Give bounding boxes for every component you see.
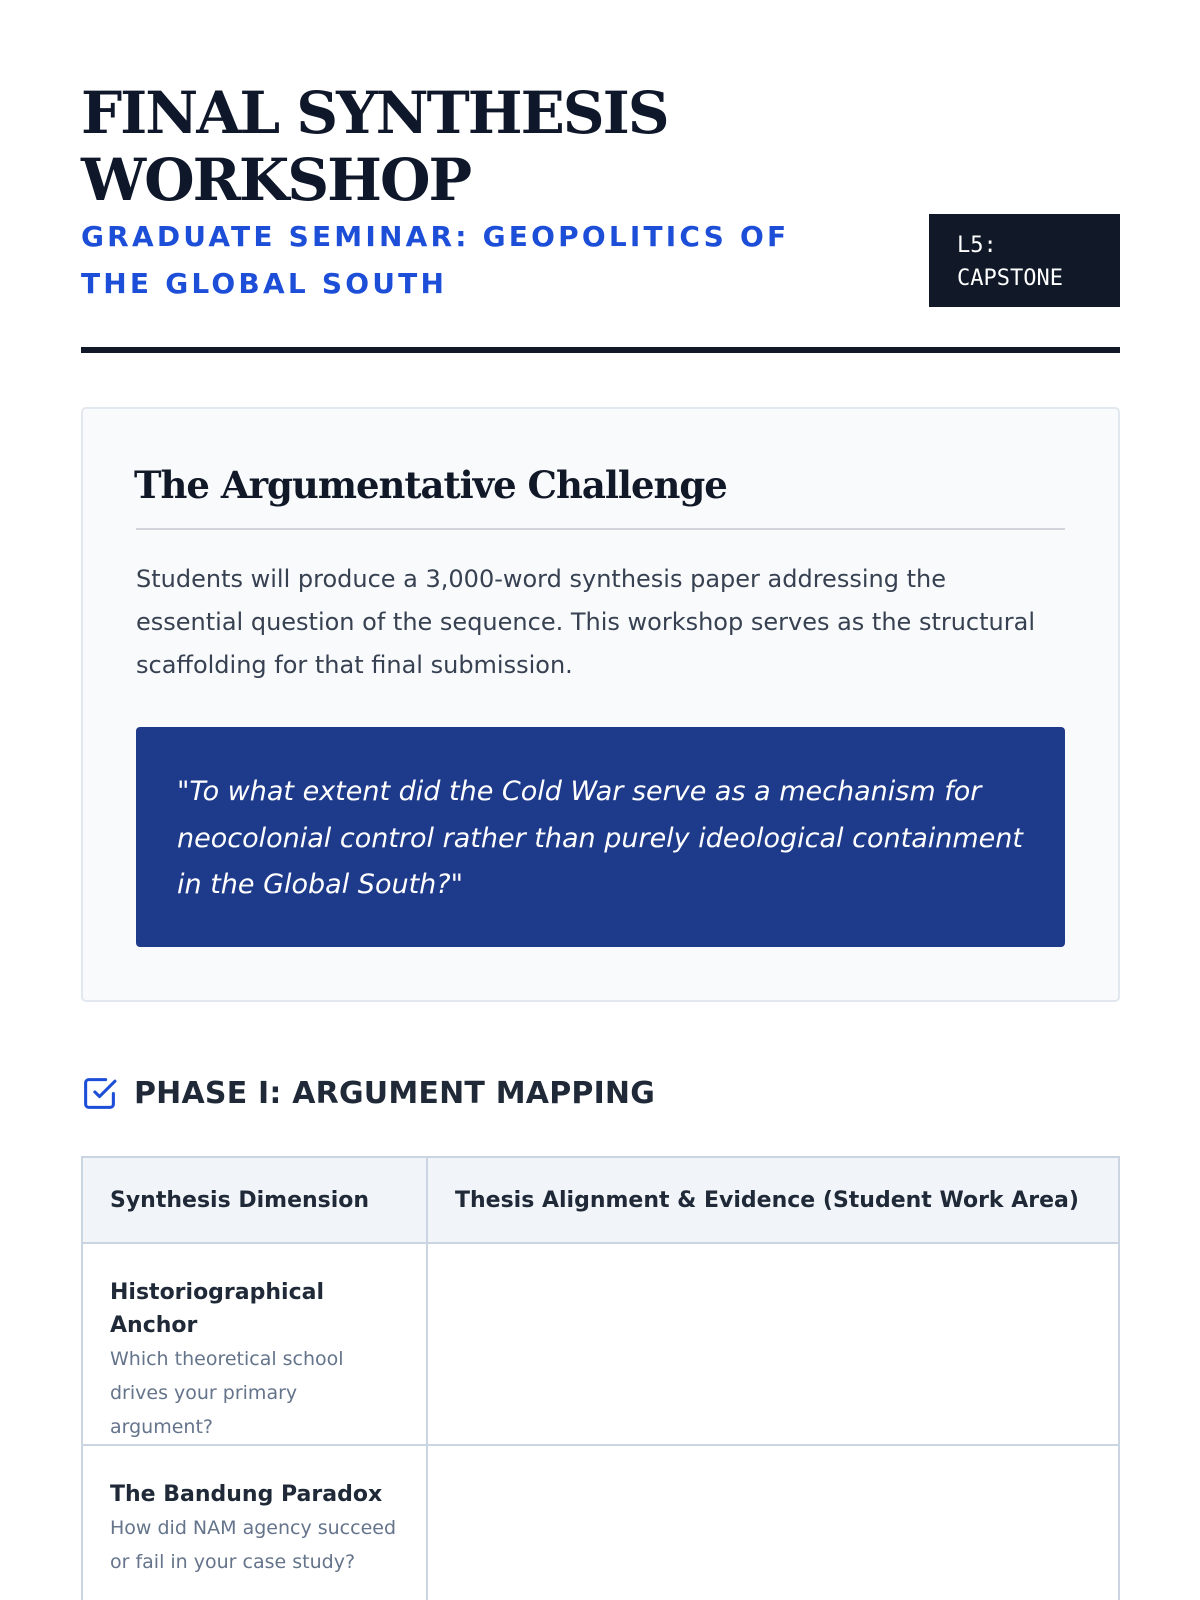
header-divider: [81, 347, 1120, 353]
column-header-dimension: Synthesis Dimension: [82, 1157, 427, 1243]
page-title: FINAL SYNTHESIS WORKSHOP: [81, 79, 668, 214]
student-work-area[interactable]: [427, 1243, 1119, 1445]
column-header-work-area: Thesis Alignment & Evidence (Student Work Area): [427, 1157, 1119, 1243]
dimension-cell: [82, 1243, 427, 1445]
dimension-title: The Bandung Paradox: [110, 1482, 383, 1507]
lesson-badge: L5: CAPSTONE: [929, 214, 1120, 307]
challenge-divider: [136, 528, 1065, 530]
essential-question: "To what extent did the Cold War serve as a mechanism for neocolonial control rather than purely ideological containment in the Global South?": [136, 727, 1065, 947]
challenge-description: Students will produce a 3,000-word synthesis paper addressing the essential question of the sequence. This workshop serves as the structural scaffolding for that final submission.: [136, 565, 1035, 679]
dimension-description: How did NAM agency succeed or fail in your case study?: [110, 1517, 397, 1573]
phase-1-heading: [81, 1070, 655, 1116]
dimension-description: Which theoretical school drives your primary argument?: [110, 1348, 344, 1438]
worksheet-page: [81, 0, 1120, 1573]
dimension-title: Historiographical Anchor: [110, 1280, 325, 1338]
student-work-area[interactable]: [427, 1445, 1119, 1600]
page-header: [81, 0, 1120, 356]
dimension-cell: [82, 1445, 427, 1600]
table-row: [82, 1445, 1119, 1600]
phase-1-title: PHASE I: ARGUMENT MAPPING: [134, 1075, 656, 1111]
table-row: [82, 1243, 1119, 1445]
checkbox-icon: [81, 1075, 118, 1112]
argument-mapping-table: [81, 1156, 1120, 1600]
challenge-title: The Argumentative Challenge: [134, 463, 727, 507]
table-header-row: [82, 1157, 1119, 1243]
course-subtitle: GRADUATE SEMINAR: GEOPOLITICS OF THE GLOBAL SOUTH: [81, 220, 790, 300]
